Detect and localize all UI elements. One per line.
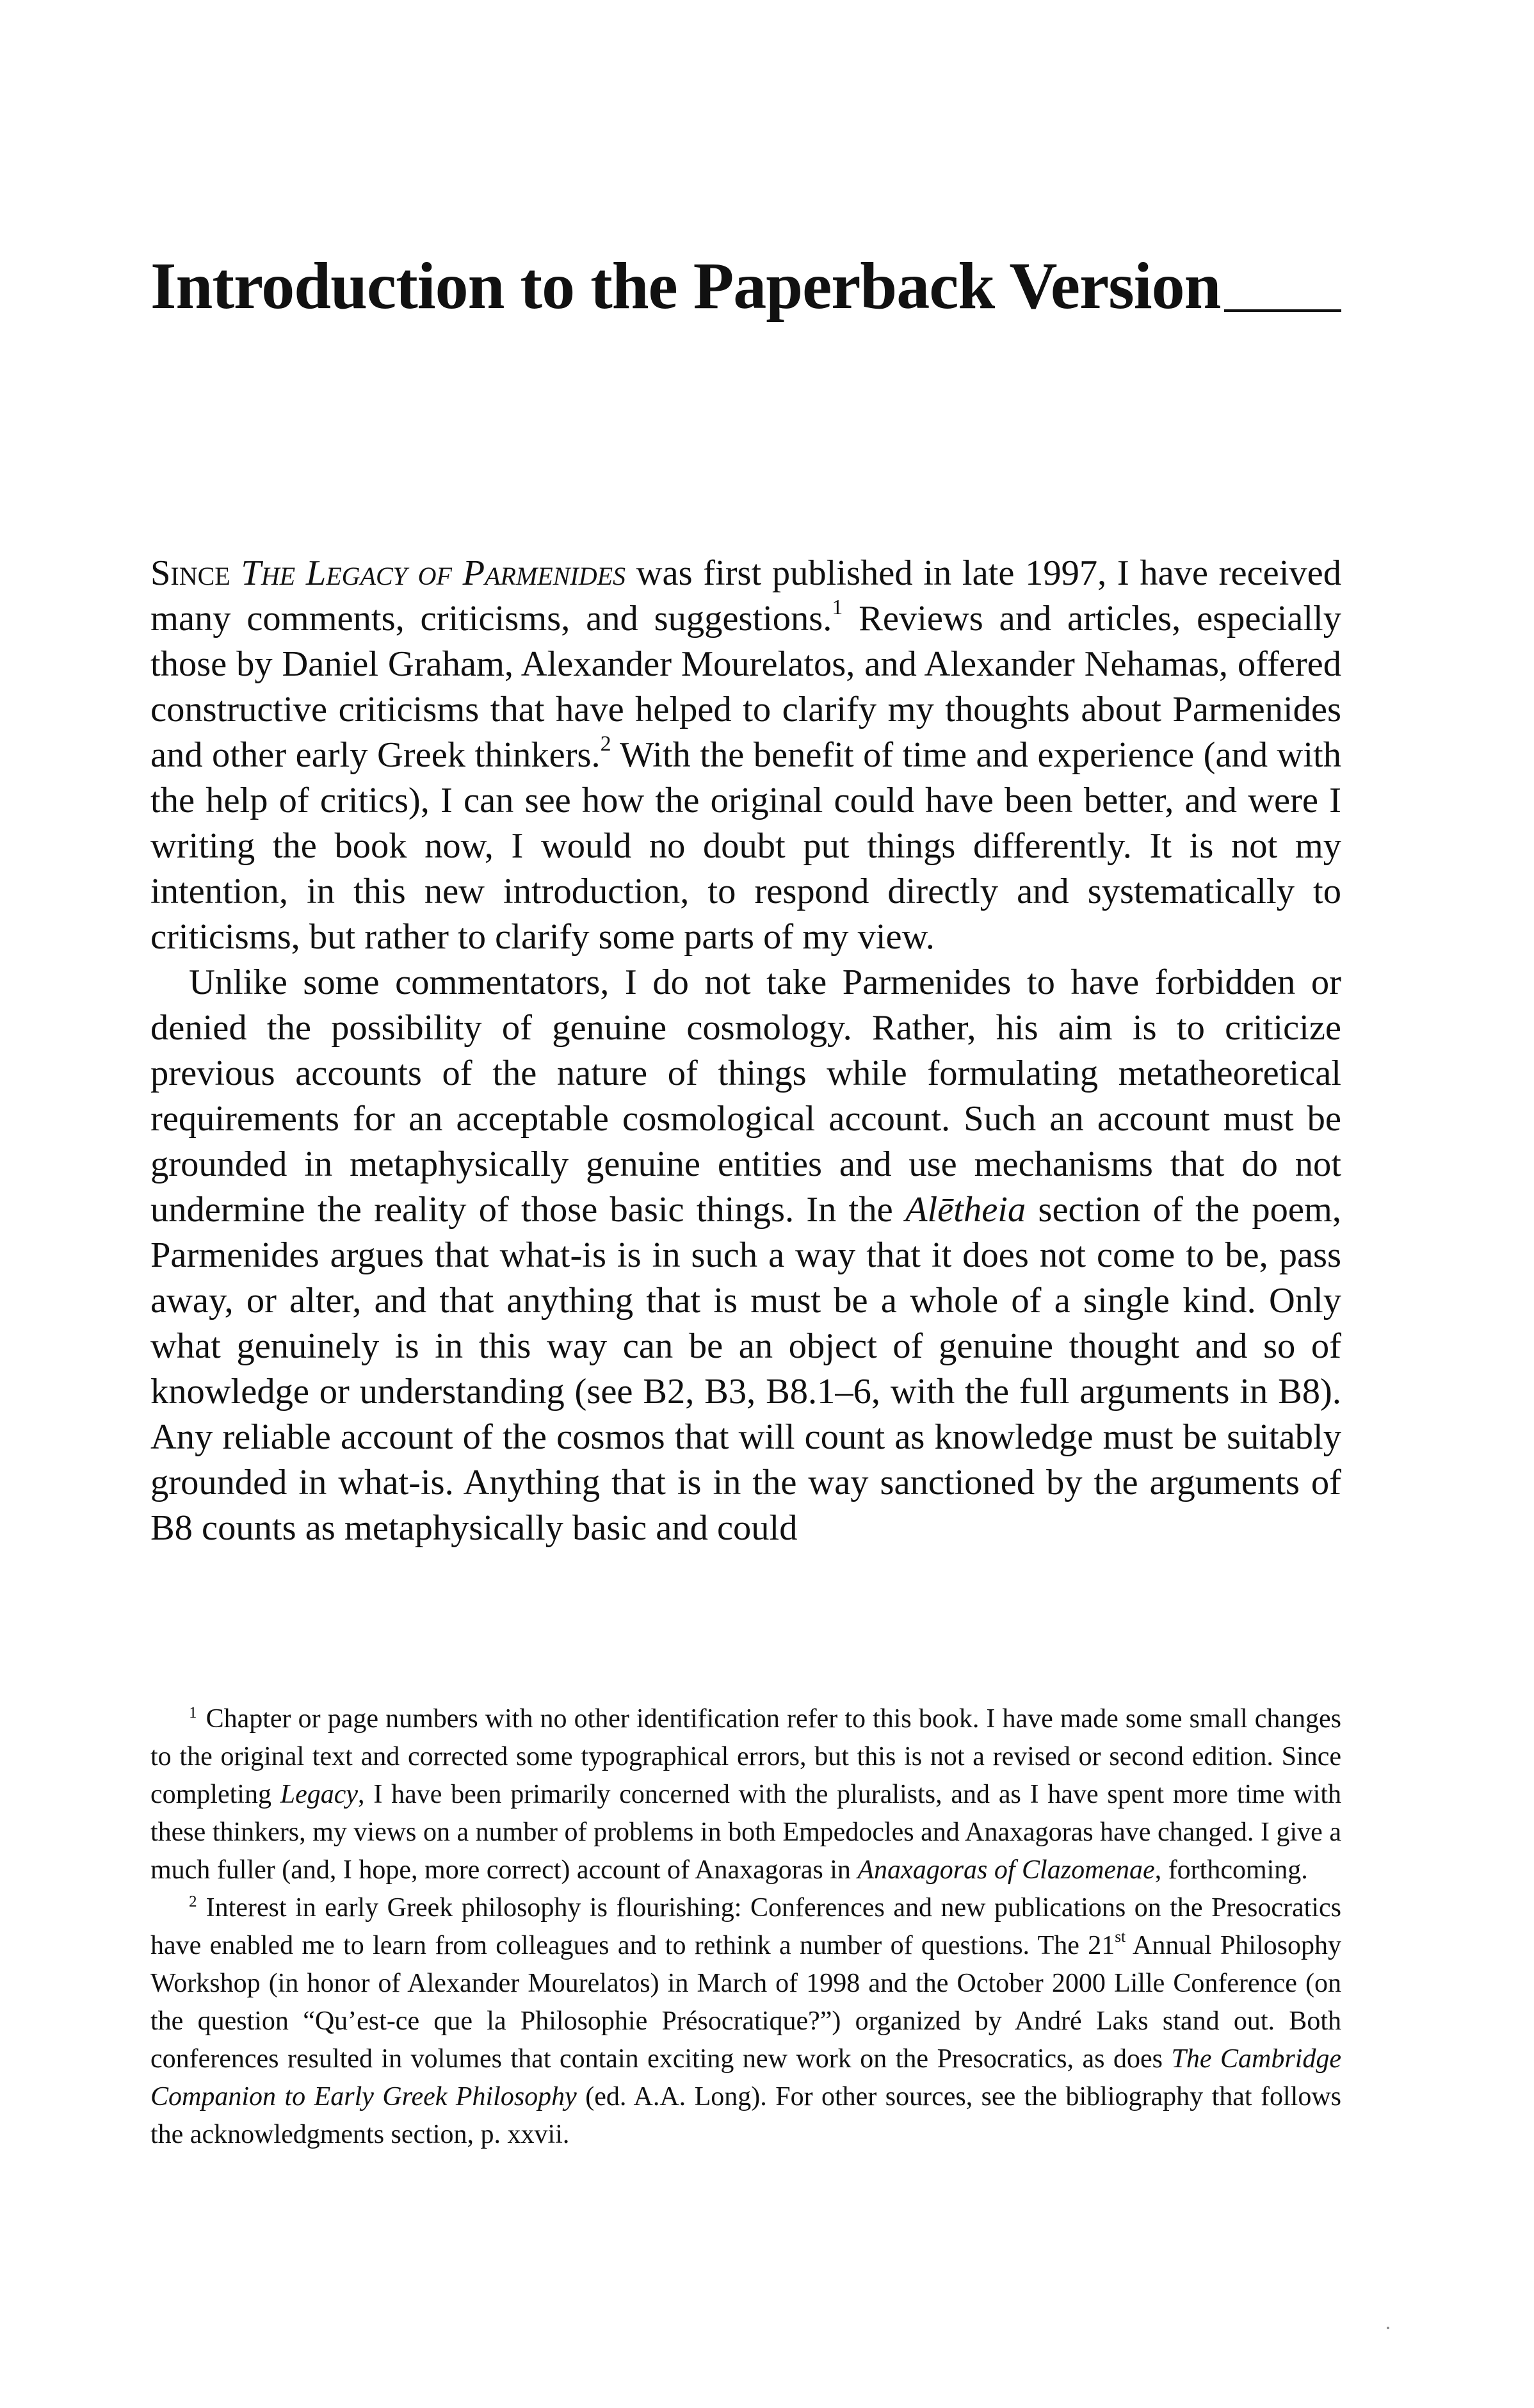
footnote-1-number: 1 xyxy=(189,1704,197,1721)
lead-smallcaps: Since xyxy=(150,553,230,593)
footnote-1 xyxy=(150,1700,1341,1889)
fn1-text-b: , I have been primarily concerned with the pluralists, and as I have spent more time with these thinkers, my views on a number of problems in both Empedocles and Anaxagoras have changed. I give a much fuller (and, I hope, more correct) account of Anaxagoras in xyxy=(150,1780,1341,1885)
body-text xyxy=(150,551,1341,1551)
footnote-2-number: 2 xyxy=(189,1893,197,1910)
fn1-text-a: Chapter or page numbers with no other identification refer to this book. I have made some small changes to the original text and corrected some typographical errors, but this is not a revised or second edition. Since completing xyxy=(150,1704,1341,1809)
p1-text-b: Reviews and articles, especially those by Daniel Graham, Alexander Mourelatos, and Alexander Nehamas, offered constructive criticisms that have helped to clarify my thoughts about Parmenides and other early Greek thinkers. xyxy=(150,599,1341,775)
chapter-heading xyxy=(150,249,1341,323)
fn1-text-c: , forthcoming. xyxy=(1154,1855,1308,1885)
fn1-italic-legacy: Legacy xyxy=(280,1780,359,1809)
footnotes xyxy=(150,1700,1341,2154)
fn2-text-c: (ed. A.A. Long). For other sources, see the bibliography that follows the acknowledgments section, p. xxvii. xyxy=(150,2082,1341,2149)
paragraph-1 xyxy=(150,551,1341,960)
chapter-title: Introduction to the Paperback Version xyxy=(150,249,1221,323)
book-title: The Legacy of Parmenides xyxy=(241,553,626,593)
p2-text-a: Unlike some commentators, I do not take Parmenides to have forbidden or denied the possibility of genuine cosmology. Rather, his aim is to criticize previous accounts of the nature of things while formulating metatheoretical requirements for an acceptable cosmological account. Such an account must be grounded in metaphysically genuine entities and use mechanisms that do not undermine the reality of those basic things. In the xyxy=(150,963,1341,1230)
title-rule xyxy=(1224,309,1341,312)
fn1-italic-anaxagoras: Anaxagoras of Clazomenae xyxy=(857,1855,1155,1885)
fn2-italic-cambridge: The Cambridge Companion to Early Greek Philosophy xyxy=(150,2044,1342,2111)
aletheia-term: Alētheia xyxy=(905,1190,1026,1230)
fn2-text-a: Interest in early Greek philosophy is flourishing: Conferences and new publications on the Presocratics have enabled me to learn from colleagues and to rethink a number of questions. The 21 xyxy=(150,1893,1341,1960)
footnote-2 xyxy=(150,1889,1341,2154)
p1-text-c: With the benefit of time and experience (and with the help of critics), I can see how the original could have been better, and were I writing the book now, I would no doubt put things differently. It is not my intention, in this new introduction, to respond directly and systematically to criticisms, but rather to clarify some parts of my view. xyxy=(150,735,1341,957)
paragraph-2 xyxy=(150,960,1341,1551)
footnote-ref-1[interactable]: 1 xyxy=(832,596,843,620)
fn2-text-b: Annual Philosophy Workshop (in honor of Alexander Mourelatos) in March of 1998 and the October 2000 Lille Conference (on the question “Qu’est-ce que la Philosophie Présocratique?”) organized by André Laks stand out. Both conferences resulted in volumes that contain exciting new work on the Presocratics, as does xyxy=(150,1931,1341,2074)
fn2-ordinal-suffix: st xyxy=(1115,1928,1126,1946)
p2-text-b: section of the poem, Parmenides argues that what-is is in such a way that it does not come to be, pass away, or alter, and that anything that is must be a whole of a single kind. Only what genuinely is in this way can be an object of genuine thought and so of knowledge or understanding (see B2, B3, B8.1–6, with the full arguments in B8). Any reliable account of the cosmos that will count as knowledge must be suitably grounded in what-is. Anything that is in the way sanctioned by the arguments of B8 counts as metaphysically basic and could xyxy=(150,1190,1342,1548)
footnote-ref-2[interactable]: 2 xyxy=(600,732,611,756)
scan-speck xyxy=(1387,2327,1389,2329)
p1-text-a: was first published in late 1997, I have received many comments, criticisms, and suggestions. xyxy=(150,553,1341,639)
